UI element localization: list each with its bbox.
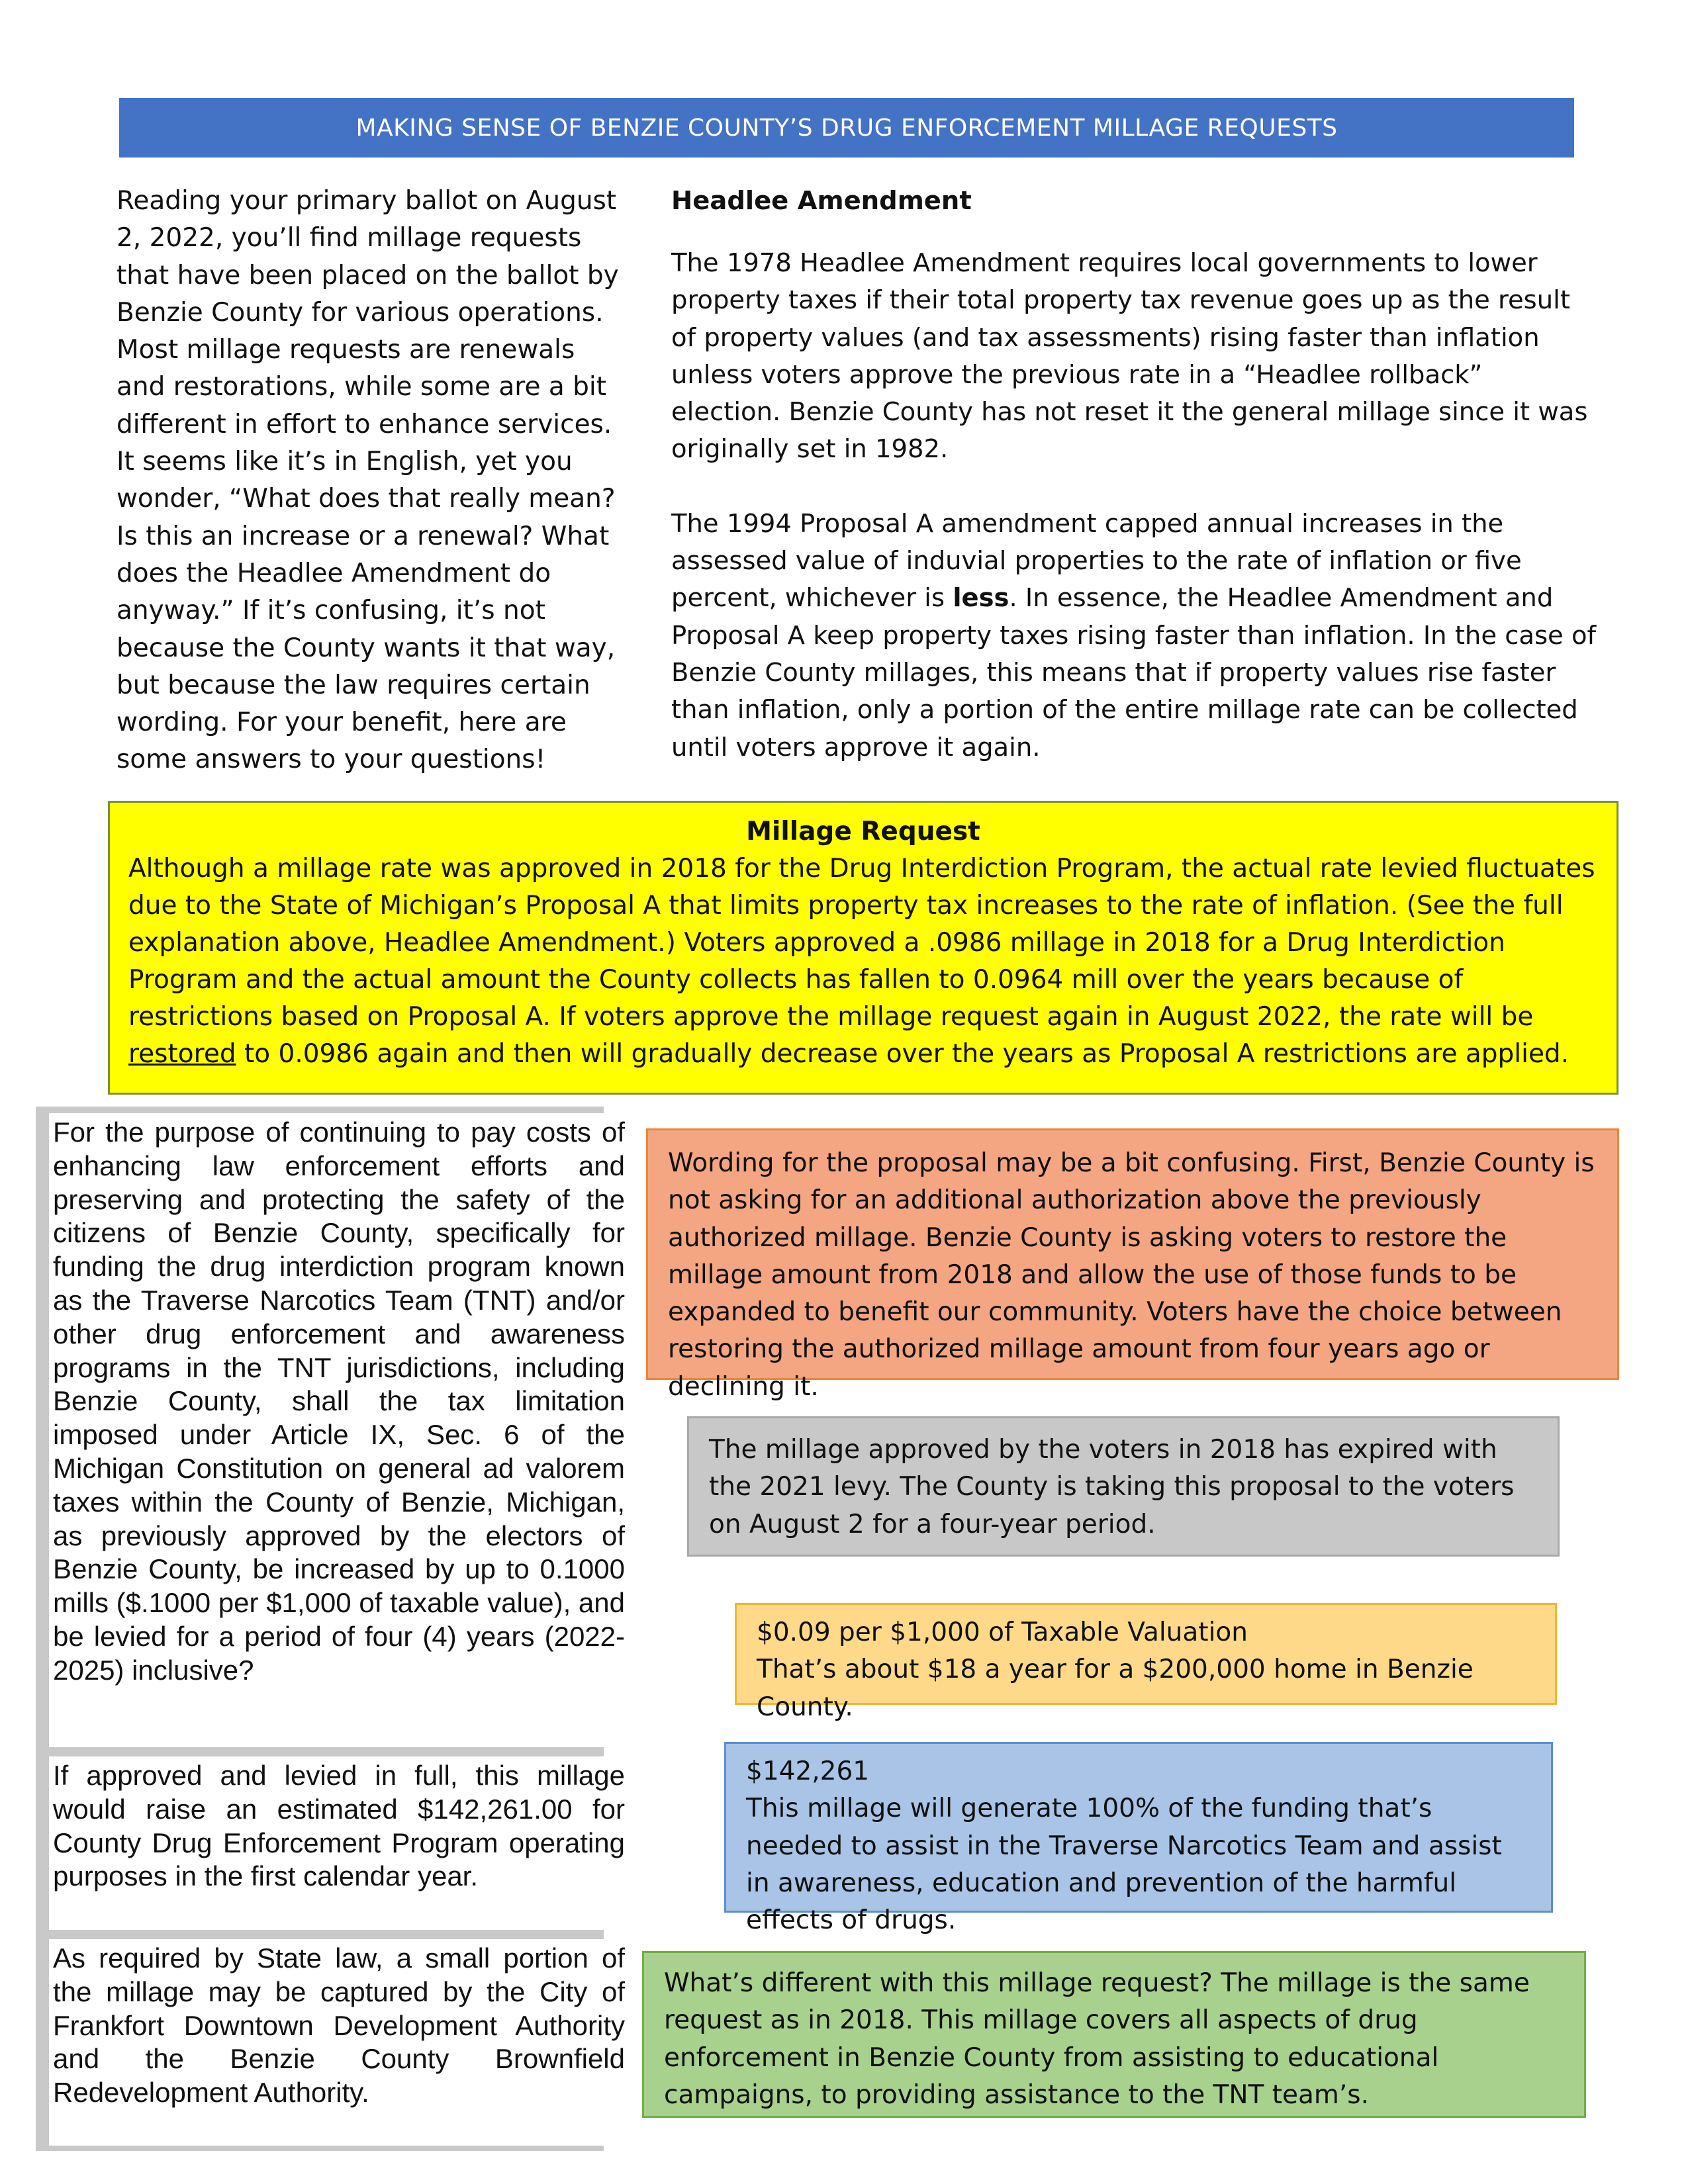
- headlee-heading: Headlee Amendment: [671, 186, 972, 216]
- headlee-paragraph-1: The 1978 Headlee Amendment requires local governments to lower property taxes if their total property tax revenue goes up as the result of property values (and tax assessments) rising faster than inflation unless voters approve the previous rate in a “Headlee rollback” election. Benzie County has not reset it the general millage since it was originally set in 1982.: [671, 248, 1588, 465]
- whats-different-card: What’s different with this millage request? The millage is the same request as in 2018. This millage covers all aspects of drug enforcement in Benzie County from assisting to educational campaigns, to providing assistance to the TNT team’s.: [642, 1951, 1586, 2118]
- headlee-p2-bold: less: [953, 583, 1009, 614]
- revenue-amount-card: [724, 1742, 1553, 1936]
- millage-text-underlined: restored: [128, 1039, 236, 1069]
- millage-text-start: Although a millage rate was approved in 2018 for the Drug Interdiction Program, the actual rate levied fluctuates due to the State of Michigan’s Proposal A that limits property tax increases to the rate of inflation. (See the full explanation above, Headlee Amendment.) Voters approved a .0986 millage in 2018 for a Drug Interdiction Program and the actual amount the County collects has fallen to 0.0964 mill over the years because of restrictions based on Proposal A. If voters approve the millage request again in August 2022, the rate will be: [128, 854, 1595, 1032]
- ballot-question: For the purpose of continuing to pay costs of enhancing law enforcement efforts and preserving and protecting the safety of the citizens of Benzie County, specifically for funding the drug interdiction program known as the Traverse Narcotics Team (TNT) and/or other drug enforcement and awareness programs in the TNT jurisdictions, including Benzie County, shall the tax limitation imposed under Article IX, Sec. 6 of the Michigan Constitution on general ad valorem taxes within the County of Benzie, Michigan, as previously approved by the electors of Benzie County, be increased by up to 0.1000 mills ($.1000 per $1,000 of taxable value), and be levied for a period of four (4) years (2022-2025) inclusive?: [49, 1113, 629, 1747]
- ballot-estimate: If approved and levied in full, this millage would raise an estimated $142,261.00 for County Drug Enforcement Program operating purposes in the first calendar year.: [49, 1756, 629, 1930]
- page-title-banner: [119, 98, 1574, 158]
- wording-explanation-card: Wording for the proposal may be a bit confusing. First, Benzie County is not asking for an additional authorization above the previously authorized millage. Benzie County is asking voters to restore the millage amount from 2018 and allow the use of those funds to be expanded to benefit our community. Voters have the choice between restoring the authorized millage amount from four years ago or declining it.: [646, 1128, 1619, 1380]
- ballot-language-panel: [36, 1107, 625, 2151]
- revenue-amount: $142,261: [746, 1756, 870, 1786]
- expired-millage-card: The millage approved by the voters in 2018 has expired with the 2021 levy. The County is taking this proposal to the voters on August 2 for a four-year period.: [687, 1416, 1560, 1557]
- headlee-p2-text-end: . In essence, the Headlee Amendment and Proposal A keep property taxes rising faster than inflation. In the case of Benzie County millages, this means that if property values rise faster than inflation, only a portion of the entire millage rate can be collected until voters approve it again.: [671, 583, 1597, 762]
- millage-request-box: [108, 801, 1618, 1095]
- millage-text-end: to 0.0986 again and then will gradually decrease over the years as Proposal A restrictions are applied.: [236, 1039, 1570, 1069]
- millage-request-heading: Millage Request: [746, 817, 980, 846]
- headlee-p2-text: The 1994 Proposal A amendment capped annual increases in the assessed value of induvial properties to the rate of inflation or five percent, whichever is: [671, 508, 1522, 614]
- headlee-paragraph-2: [671, 506, 1598, 766]
- headlee-section: [671, 183, 1598, 803]
- cost-per-home-card: [735, 1603, 1557, 1722]
- intro-paragraph: Reading your primary ballot on August 2, 2022, you’ll find millage requests that have been placed on the ballot by Benzie County for various operations. Most millage requests are renewals and restorations, while some are a bit different in effort to enhance services. It seems like it’s in English, yet you wonder, “What does that really mean? Is this an increase or a renewal? What does the Headlee Amendment do anyway.” If it’s confusing, it’s not because the County wants it that way, but because the law requires certain wording. For your benefit, here are some answers to your questions!: [117, 186, 619, 775]
- cost-rate: $0.09 per $1,000 of Taxable Valuation: [757, 1617, 1248, 1647]
- page-title: MAKING SENSE OF BENZIE COUNTY’S DRUG ENFORCEMENT MILLAGE REQUESTS: [355, 114, 1338, 142]
- cost-example: That’s about $18 a year for a $200,000 home in Benzie County.: [757, 1655, 1474, 1722]
- ballot-capture-note: As required by State law, a small portion of the millage may be captured by the City of Frankfort Downtown Development Authority and the Benzie County Brownfield Redevelopment Authority.: [49, 1939, 629, 2146]
- millage-request-text: [128, 850, 1598, 1073]
- revenue-description: This millage will generate 100% of the funding that’s needed to assist in the Traverse Narcotics Team and assist in awareness, education and prevention of the harmful effects of drugs.: [746, 1794, 1502, 1936]
